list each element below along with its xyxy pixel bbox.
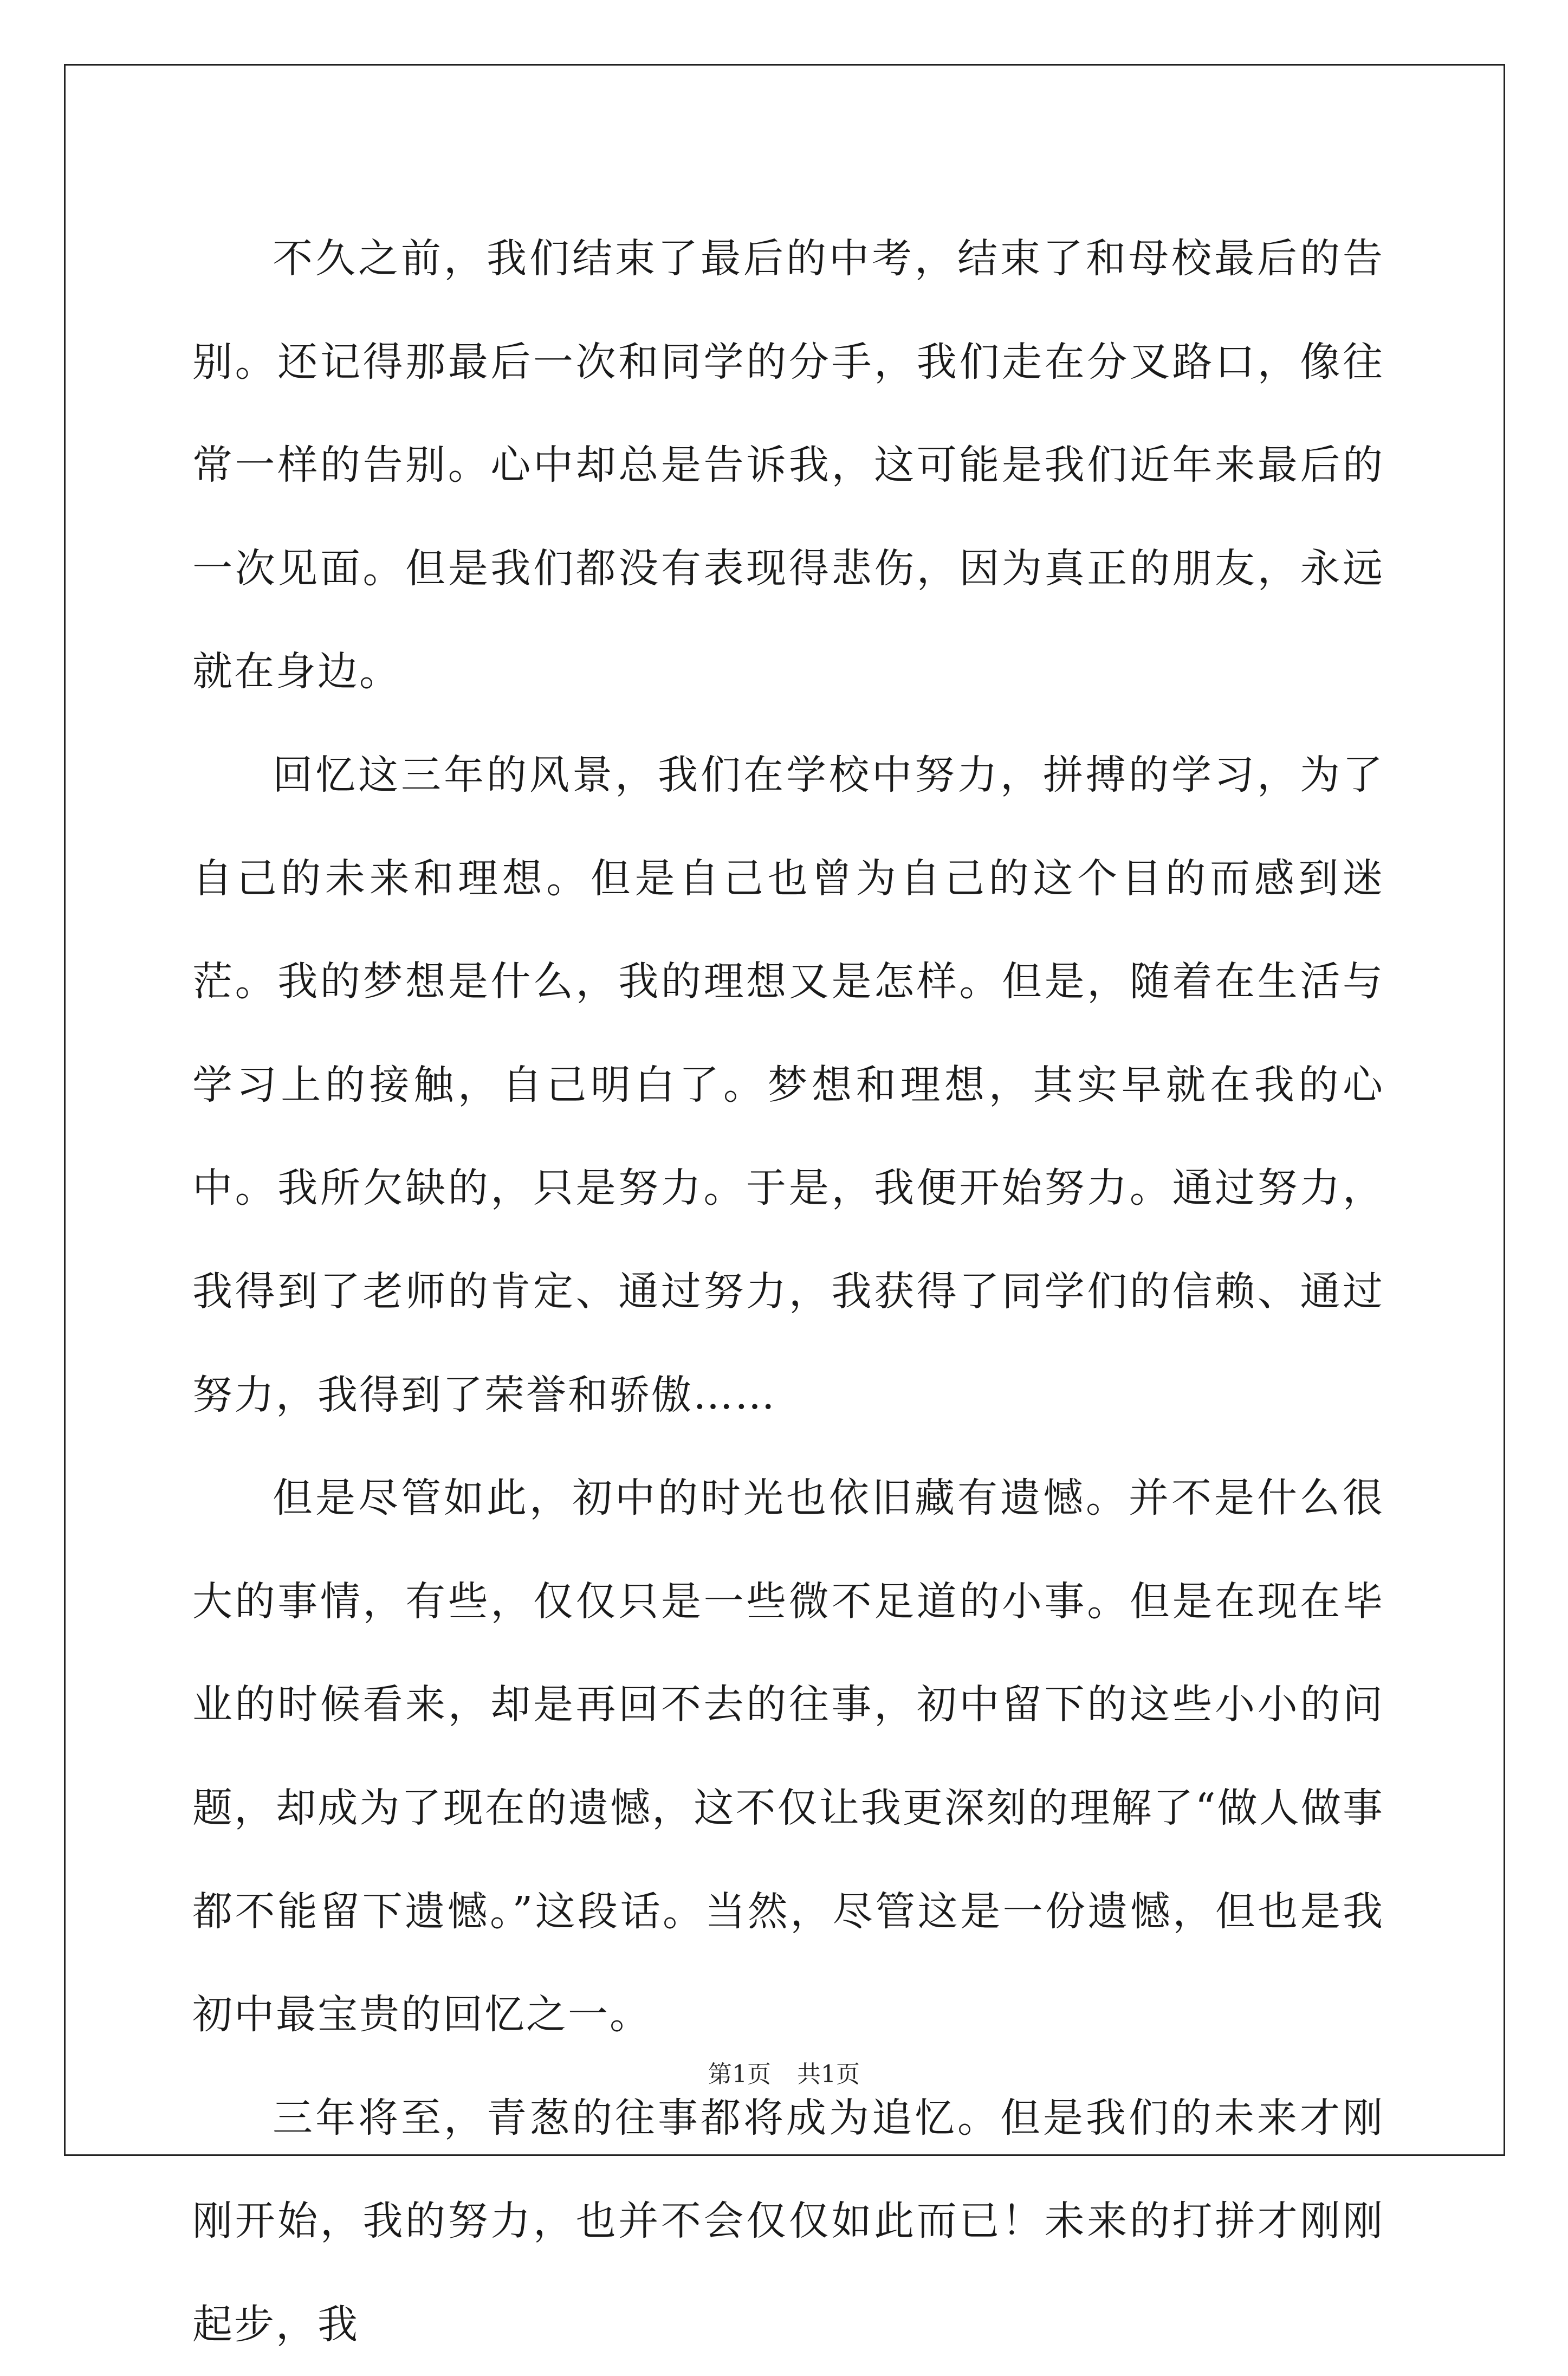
document-body — [192, 207, 1384, 2376]
paragraph-4: 三年将至，青葱的往事都将成为追忆。但是我们的未来才刚刚开始，我的努力，也并不会仅仅如此而已！未来的打拼才刚刚起步，我 — [192, 2094, 1384, 2348]
paragraph-3: 但是尽管如此，初中的时光也依旧藏有遗憾。并不是什么很大的事情，有些，仅仅只是一些微不足道的小事。但是在现在毕业的时候看来，却是再回不去的往事，初中留下的这些小小的问题，却成为了现在的遗憾，这不仅让我更深刻的理解了“做人做事都不能留下遗憾。”这段话。当然，尽管这是一份遗憾，但也是我初中最宝贵的回忆之一。 — [192, 1475, 1384, 2038]
paragraph-2: 回忆这三年的风景，我们在学校中努力，拼搏的学习，为了自己的未来和理想。但是自己也曾为自己的这个目的而感到迷茫。我的梦想是什么，我的理想又是怎样。但是，随着在生活与学习上的接触，自己明白了。梦想和理想，其实早就在我的心中。我所欠缺的，只是努力。于是，我便开始努力。通过努力，我得到了老师的肯定、通过努力，我获得了同学们的信赖、通过努力，我得到了荣誉和骄傲…… — [192, 751, 1384, 1418]
page-number: 第1页 — [708, 2061, 771, 2088]
page-footer — [0, 2059, 1568, 2090]
paragraph-1: 不久之前，我们结束了最后的中考，结束了和母校最后的告别。还记得那最后一次和同学的分手，我们走在分叉路口，像往常一样的告别。心中却总是告诉我，这可能是我们近年来最后的一次见面。但是我们都没有表现得悲伤，因为真正的朋友，永远就在身边。 — [192, 235, 1384, 695]
page-total: 共1页 — [797, 2061, 860, 2088]
